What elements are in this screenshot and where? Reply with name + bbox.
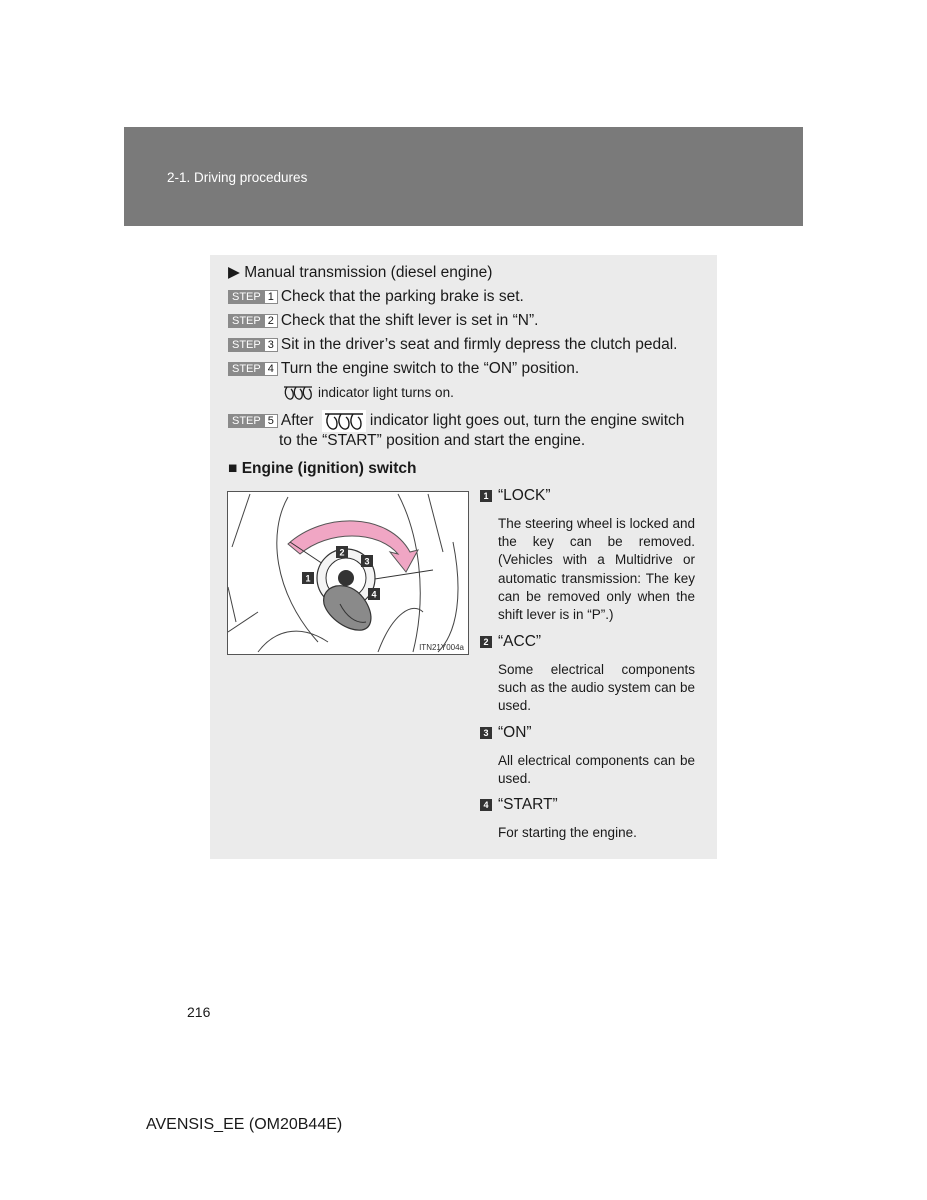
number-badge: 2: [480, 636, 492, 648]
position-on-title: 3 “ON”: [480, 724, 532, 742]
position-on-desc: All electrical components can be used.: [498, 753, 695, 787]
step-text: Turn the engine switch to the “ON” position.: [280, 360, 580, 377]
step-text: Sit in the driver’s seat and firmly depress the clutch pedal.: [280, 336, 678, 353]
procedure-heading: [228, 263, 492, 283]
step-1: [228, 287, 524, 307]
switch-section-title: Engine (ignition) switch: [241, 460, 417, 477]
step-badge: STEP 2: [228, 314, 278, 328]
page-number: 216: [187, 1004, 211, 1020]
switch-section-heading: [228, 459, 416, 479]
glow-plug-indicator-icon: [282, 384, 314, 402]
callout-2-label: 2: [339, 547, 345, 558]
glow-plug-indicator-icon: [322, 410, 366, 432]
step-4: [228, 359, 579, 379]
position-lock-title: 1 “LOCK”: [480, 487, 551, 505]
position-acc-title: 2 “ACC”: [480, 633, 541, 651]
step-text-before: After: [280, 412, 314, 430]
position-lock-desc: The steering wheel is locked and the key can be removed. (Vehicles with a Multidrive or automatic transmission: The key can be removed only when the shift lever is in “P”.): [498, 516, 695, 623]
ignition-switch-illustration: [228, 492, 468, 654]
ignition-switch-figure: [227, 491, 469, 655]
step-badge: STEP 5: [228, 414, 278, 428]
content-panel: [210, 255, 717, 859]
number-badge: 1: [480, 490, 492, 502]
indicator-note-text: indicator light turns on.: [318, 385, 454, 400]
position-start-desc: For starting the engine.: [498, 825, 637, 840]
position-acc-desc: Some electrical components such as the audio system can be used.: [498, 662, 695, 714]
callout-3-label: 3: [364, 556, 370, 567]
section-title: 2-1. Driving procedures: [167, 170, 308, 185]
number-badge: 3: [480, 727, 492, 739]
indicator-note: [282, 383, 454, 403]
section-header-band: [124, 127, 803, 226]
step-badge: STEP 3: [228, 338, 278, 352]
callout-4-label: 4: [371, 589, 377, 600]
step-badge: STEP 4: [228, 362, 278, 376]
number-badge: 4: [480, 799, 492, 811]
triangle-bullet-icon: ▶: [228, 264, 240, 281]
step-5-continuation: to the “START” position and start the engine.: [279, 432, 586, 449]
procedure-title: Manual transmission (diesel engine): [244, 264, 493, 281]
callout-1-label: 1: [305, 573, 311, 584]
position-start-title: 4 “START”: [480, 796, 558, 814]
square-bullet-icon: ■: [228, 460, 238, 477]
document-footer: AVENSIS_EE (OM20B44E): [146, 1116, 343, 1133]
step-text: Check that the parking brake is set.: [280, 288, 524, 305]
step-2: [228, 311, 538, 331]
step-5: [228, 410, 684, 432]
step-text-after: indicator light goes out, turn the engine switch: [369, 412, 685, 430]
step-3: [228, 335, 677, 355]
figure-code: ITN21Y004a: [419, 643, 464, 652]
step-text: Check that the shift lever is set in “N”.: [280, 312, 539, 329]
step-badge: STEP 1: [228, 290, 278, 304]
